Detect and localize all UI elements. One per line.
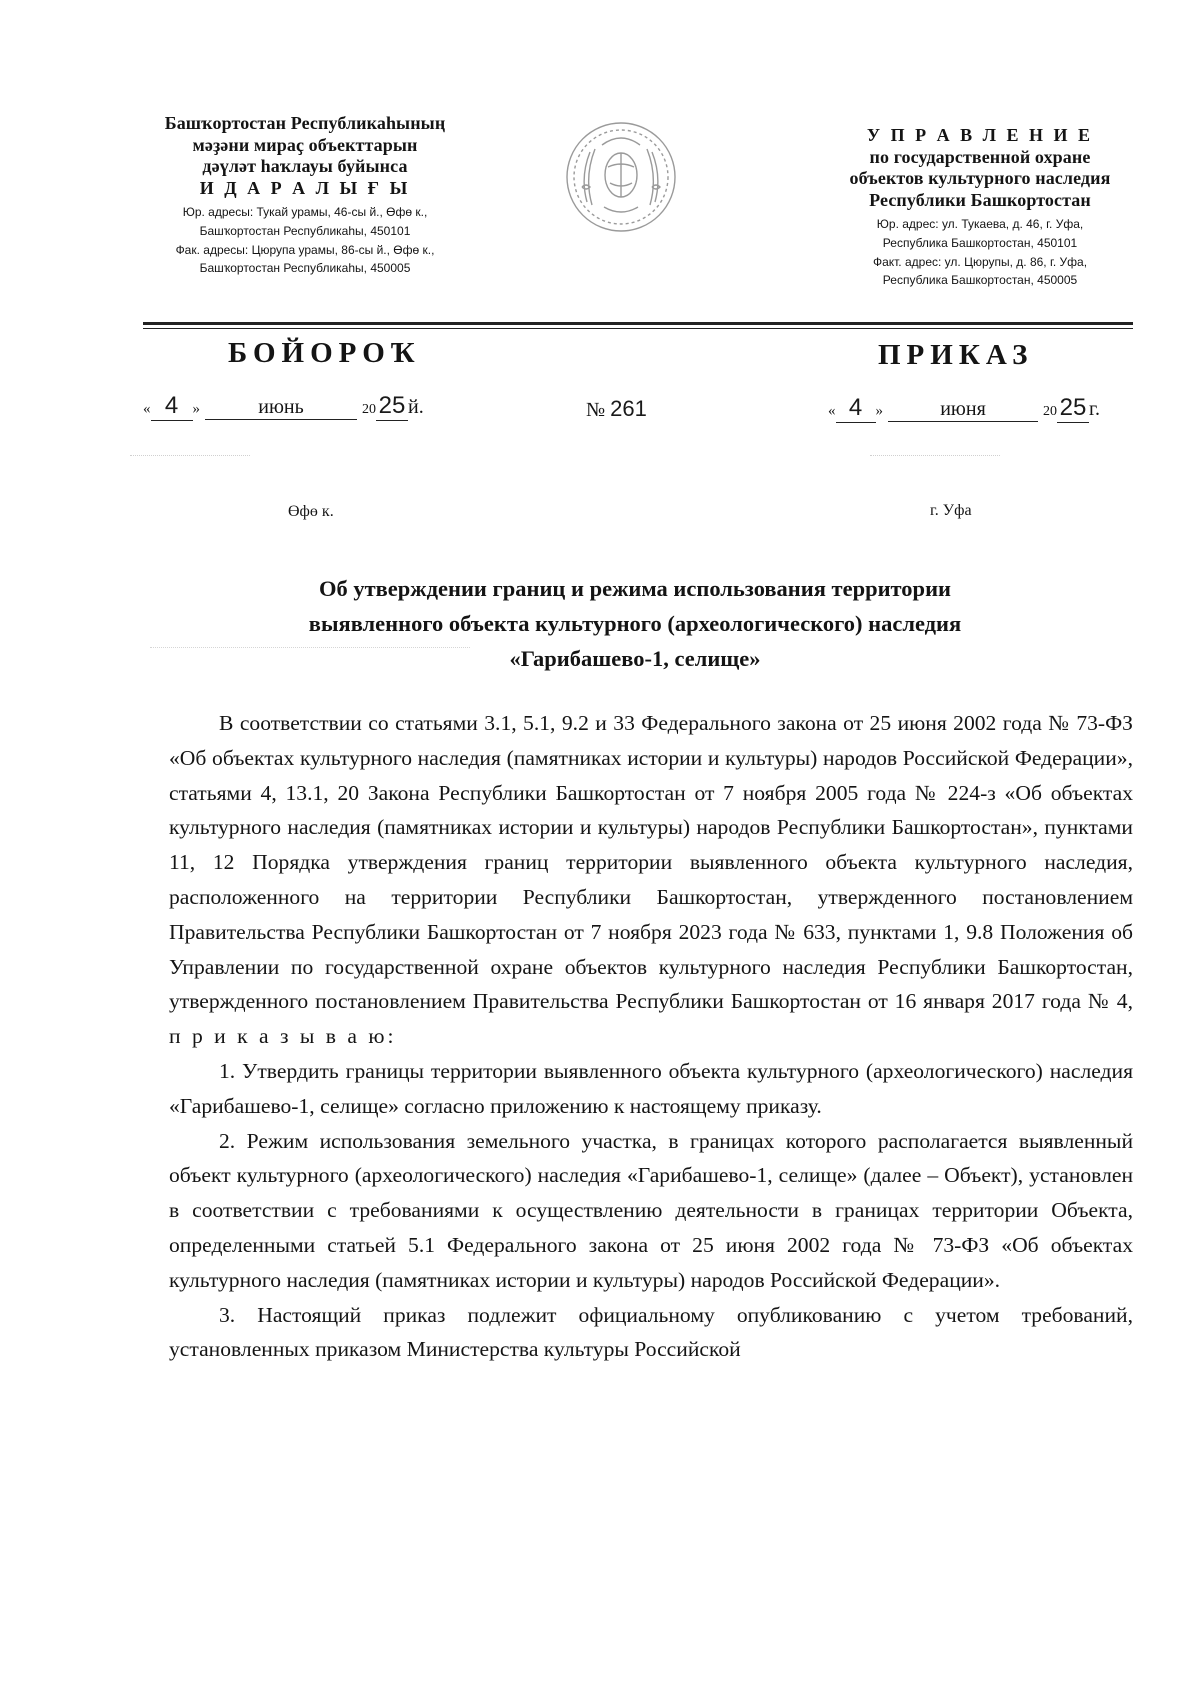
right-header-line: У П Р А В Л Е Н И Е <box>866 125 1094 145</box>
body-paragraph: 2. Режим использования земельного участка, в границах которого располагается выявленный объект культурного (археологического) наследия «Гарибашево-1, селище» (далее – Объект), установлен в соответствии с требованиями к осуществлению деятельности в границах территории Объекта, определенными статьей 5.1 Федерального закона от 25 июня 2002 года № 73-ФЗ «Об объектах культурного наследия (памятниках истории и культуры) народов Российской Федерации». <box>169 1128 1133 1292</box>
date-left-year-mark: й. <box>408 396 424 418</box>
left-header-line: Башҡортостан Республикаһының <box>164 113 446 133</box>
date-right-year: 25 <box>1057 394 1089 423</box>
right-header-line: по государственной охране <box>869 146 1091 167</box>
title-line: выявленного объекта культурного (археологического) наследия <box>308 610 962 636</box>
left-header-line: мәҙәни мираҫ объекттарын <box>192 134 418 155</box>
order-number-label: № <box>586 399 606 421</box>
date-left: « 4 » июнь 20 25 й. <box>143 392 424 419</box>
order-word: п р и к а з ы в а ю: <box>169 1024 397 1049</box>
order-number <box>586 396 647 422</box>
date-right-year-prefix: 20 <box>1043 404 1057 419</box>
address-line: Башҡортостан Республикаһы, 450101 <box>199 223 411 238</box>
date-left-year-prefix: 20 <box>362 402 376 417</box>
left-header-address <box>130 203 480 277</box>
document-body <box>169 706 1133 1367</box>
doc-kind-right: ПРИКАЗ <box>878 339 1034 371</box>
right-header <box>810 125 1150 290</box>
address-line: Факт. адрес: ул. Цюрупы, д. 86, г. Уфа, <box>872 254 1088 269</box>
body-paragraph <box>169 706 1133 1054</box>
date-right-year-mark: г. <box>1089 398 1100 420</box>
header-divider-thin <box>143 328 1133 329</box>
address-line: Фак. адресы: Цюрупа урамы, 86-сы й., Өфө к., <box>175 242 435 257</box>
bleed-through-mark <box>870 455 1000 457</box>
left-header-line: И Д А Р А Л Ы Ғ Ы <box>199 177 411 198</box>
bleed-through-mark <box>130 455 250 457</box>
coat-of-arms-emblem <box>562 117 680 237</box>
date-left-day: 4 <box>151 392 193 421</box>
doc-kind-left: БОЙОРОҠ <box>228 337 421 369</box>
date-right-month: июня <box>888 398 1038 422</box>
document-title <box>200 572 1070 677</box>
body-paragraph: 1. Утвердить границы территории выявленного объекта культурного (археологического) наследия «Гарибашево-1, селище» согласно приложению к настоящему приказу. <box>169 1058 1133 1118</box>
body-paragraph-text: В соответствии со статьями 3.1, 5.1, 9.2 и 33 Федерального закона от 25 июня 2002 года № 73-ФЗ «Об объектах культурного наследия (памятниках истории и культуры) народов Российской Федерации», статьями 4, 13.1, 20 Закона Республики Башкортостан от 7 ноября 2005 года № 224-з «Об объектах культурного наследия (памятниках истории и культуры) народов Республики Башкортостан», пунктами 11, 12 Порядка утверждения границ территории выявленного объекта культурного наследия, расположенного на территории Республики Башкортостан, утвержденного постановлением Правительства Республики Башкортостан от 7 ноября 2023 года № 633, пунктами 1, 9.8 Положения об Управлении по государственной охране объектов культурного наследия Республики Башкортостан, утвержденного постановлением Правительства Республики Башкортостан от 16 января 2017 года № 4, <box>169 711 1133 1014</box>
address-line: Юр. адресы: Тукай урамы, 46-сы й., Өфө к., <box>182 205 428 220</box>
body-paragraph: 3. Настоящий приказ подлежит официальному опубликованию с учетом требований, установленных приказом Министерства культуры Российской <box>169 1302 1133 1362</box>
address-line: Юр. адрес: ул. Тукаева, д. 46, г. Уфа, <box>876 217 1084 232</box>
date-right: « 4 » июня 20 25 г. <box>828 394 1100 421</box>
address-line: Башҡортостан Республикаһы, 450005 <box>199 261 411 276</box>
left-header <box>130 113 480 278</box>
right-header-line: Республики Башкортостан <box>869 189 1091 210</box>
title-line: «Гарибашево-1, селище» <box>509 645 761 671</box>
address-line: Республика Башкортостан, 450005 <box>882 273 1078 288</box>
date-left-month: июнь <box>205 396 357 420</box>
title-line: Об утверждении границ и режима использования территории <box>318 576 952 601</box>
date-right-day: 4 <box>836 394 876 423</box>
city-right: г. Уфа <box>930 502 972 519</box>
header-divider-thick <box>143 322 1133 325</box>
date-left-year: 25 <box>376 392 408 421</box>
right-header-address <box>810 215 1150 289</box>
left-header-line: дәүләт һаҡлауы буйынса <box>202 156 408 177</box>
order-number-value: 261 <box>610 396 647 421</box>
right-header-line: объектов культурного наследия <box>849 168 1111 189</box>
address-line: Республика Башкортостан, 450101 <box>882 235 1078 250</box>
city-left: Өфө к. <box>288 503 334 520</box>
